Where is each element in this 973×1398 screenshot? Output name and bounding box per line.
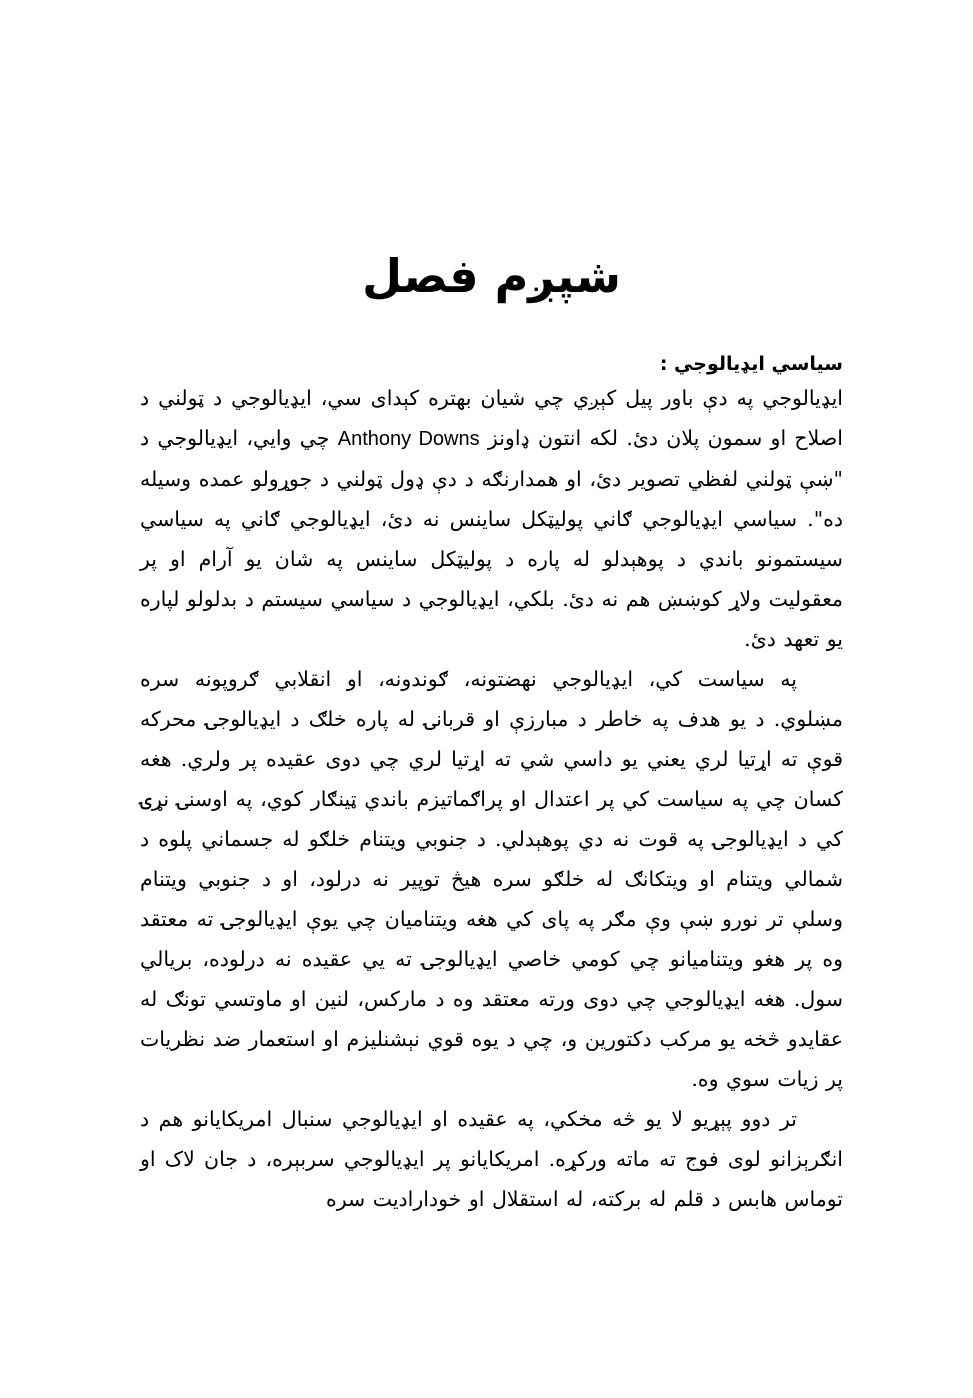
paragraph-3: تر دوو پېړیو لا یو څه مخکي، په عقیده او ایډیالوجي سنبال امریکایانو هم د انګرېزانو لوی فوج ته ماته ورکړه. امریکایانو پر ایډیالوجي سربېره، د جان لاک او توماس هابس د قلم له برکته، له استقلال او خوداراديت سره (140, 1107, 843, 1212)
page-content (140, 0, 843, 1398)
chapter-title: شپږم فصل (362, 249, 621, 303)
latin-run: Anthony Downs (337, 428, 480, 451)
section-heading: سیاسي ایډیالوجي : (659, 352, 843, 375)
paragraph-2: په سیاست کي، ایډیالوجي نهضتونه، ګوندونه، او انقلابي ګروپونه سره مښلوي. د یو هدف په خاطر د مبارزې او قربانۍ له پاره خلګ د ایډیالوجۍ محرکه قوې ته اړتیا لري یعني یو داسي شي ته اړتیا لري چي دوی عقیده پر ولري. هغه کسان چي په سیاست کي پر اعتدال او پراګماتیزم باندي ټینګار کوي، په اوسنۍ نړۍ کي د ایډیالوجۍ په قوت نه دي پوهېدلي. د جنوبي ویتنام خلګو له جسماني پلوه د شمالي ویتنام او ویتکانګ له خلګو سره هیڅ توپیر نه درلود، او د جنوبي ویتنام وسلې تر نورو ښې وې مګر په پای کي هغه ویتنامیان چي یوې ایډیالوجۍ ته معتقد وه پر هغو ویتنامیانو چي کومي خاصي ایډیالوجۍ ته یي عقیده نه درلوده، بریالي سول. هغه ایډیالوجي چي دوی ورته معتقد وه د مارکس، لنین او ماوتسي تونګ له عقایدو څخه یو مرکب دکتورین و، چي د یوه قوي نېشنلیزم او استعمار ضد نظریات پر زیات سوي وه. (140, 667, 843, 1092)
paragraph-1: ایډیالوجي په دې باور پیل کېږي چي شیان بهتره کېدای سي، ایډیالوجي د ټولني د اصلاح او سمون پلان دئ. لکه انتون ډاونز Anthony Downs چي وایي، ایډیالوجي د "ښې ټولني لفظي تصویر دئ، او همدارنګه د دې ډول ټولني د جوړولو عمده وسیله ده". سیاسي ایډیالوجي ګاني پولیټکل ساینس نه دئ، ایډیالوجي ګاني په سیاسي سیستمونو باندي د پوهېدلو له پاره د پولیټکل ساینس په شان یو آرام او پر معقولیت ولاړ کوښښ هم نه دئ. بلکي، ایډیالوجي د سیاسي سیستم د بدلولو لپاره یو تعهد دئ. (140, 386, 843, 652)
